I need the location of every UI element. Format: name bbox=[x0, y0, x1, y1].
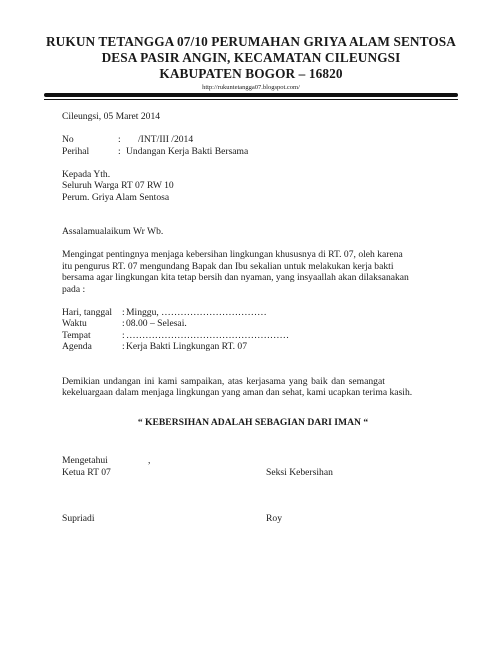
letter-date: Cileungsi, 05 Maret 2014 bbox=[62, 111, 161, 122]
closing-line-1: Demikian undangan ini kami sampaikan, atas kerjasama yang baik dan semangat bbox=[62, 375, 385, 387]
detail-time bbox=[62, 318, 444, 330]
greeting: Assalamualaikum Wr Wb. bbox=[62, 226, 164, 237]
closing-paragraph bbox=[62, 376, 444, 399]
letterhead-divider-thin bbox=[44, 99, 458, 100]
meta-subject-label: Perihal bbox=[62, 145, 90, 157]
meta-number-value: /INT/III /2014 bbox=[138, 134, 194, 145]
meta-subject-sep: : bbox=[118, 145, 121, 157]
signatory-right-name: Roy bbox=[266, 513, 282, 524]
intro-paragraph bbox=[62, 249, 444, 295]
signatory-left-name: Supriadi bbox=[62, 513, 95, 524]
acknowledge-label: Mengetahui bbox=[62, 455, 108, 466]
meta-number bbox=[62, 134, 444, 146]
detail-place-value: …………………………………………… bbox=[126, 329, 290, 341]
closing-line-2: kekeluargaan dalam menjaga lingkungan yang aman dan sehat, kami ucapkan terima kasih. bbox=[62, 387, 413, 398]
signatory-left-title: Ketua RT 07 bbox=[62, 466, 111, 478]
acknowledge-comma: , bbox=[148, 455, 151, 466]
signature-acknowledge-row bbox=[62, 455, 444, 467]
signature-title-row bbox=[62, 467, 444, 479]
detail-agenda bbox=[62, 341, 444, 353]
signature-name-row bbox=[62, 513, 444, 525]
detail-place-label: Tempat bbox=[62, 329, 91, 341]
signatory-right-title: Seksi Kebersihan bbox=[266, 466, 333, 478]
meta-number-label: No bbox=[62, 134, 74, 145]
letter-body bbox=[62, 111, 444, 525]
recipient-line-1: Kepada Yth. bbox=[62, 168, 111, 180]
intro-line-3: bersama agar lingkungan kita tetap bersih dan nyaman, yang insyaallah akan dilaksanakan bbox=[62, 272, 409, 283]
event-details bbox=[62, 307, 444, 353]
detail-date-label: Hari, tanggal bbox=[62, 306, 113, 318]
detail-time-value: 08.00 – Selesai. bbox=[126, 318, 187, 329]
intro-line-2: itu pengurus RT. 07 mengundang Bapak dan Ibu sekalian untuk melakukan kerja bakti bbox=[62, 260, 394, 272]
letterhead-divider-thick bbox=[44, 93, 458, 97]
motto: “ KEBERSIHAN ADALAH SEBAGIAN DARI IMAN “ bbox=[137, 416, 369, 428]
meta-subject bbox=[62, 146, 444, 158]
intro-line-4: pada : bbox=[62, 283, 86, 295]
meta-number-sep: : bbox=[118, 134, 121, 145]
detail-agenda-value: Kerja Bakti Lingkungan RT. 07 bbox=[126, 341, 248, 352]
detail-time-label: Waktu bbox=[62, 318, 87, 329]
detail-date-sep: : bbox=[122, 306, 125, 318]
detail-date bbox=[62, 307, 444, 319]
intro-line-1: Mengingat pentingnya menjaga kebersihan lingkungan khususnya di RT. 07, oleh karena bbox=[62, 249, 403, 260]
letterhead-address-village: DESA PASIR ANGIN, KECAMATAN CILEUNGSI bbox=[101, 50, 401, 65]
detail-place bbox=[62, 330, 444, 342]
detail-time-sep: : bbox=[122, 318, 125, 329]
letterhead-address-regency: KABUPATEN BOGOR – 16820 bbox=[159, 66, 343, 81]
meta-subject-value: Undangan Kerja Bakti Bersama bbox=[126, 145, 249, 157]
recipient-line-2: Seluruh Warga RT 07 RW 10 bbox=[62, 180, 174, 191]
detail-agenda-sep: : bbox=[122, 341, 125, 352]
letterhead-url: http://rukuntetangga07.blogspot.com/ bbox=[202, 84, 300, 91]
detail-agenda-label: Agenda bbox=[62, 341, 92, 352]
detail-date-value: Minggu, …………………………… bbox=[126, 306, 267, 318]
detail-place-sep: : bbox=[122, 329, 125, 341]
recipient-line-3: Perum. Griya Alam Sentosa bbox=[62, 191, 170, 203]
letterhead bbox=[0, 34, 502, 92]
letterhead-title: RUKUN TETANGGA 07/10 PERUMAHAN GRIYA ALAM SENTOSA bbox=[45, 34, 457, 49]
